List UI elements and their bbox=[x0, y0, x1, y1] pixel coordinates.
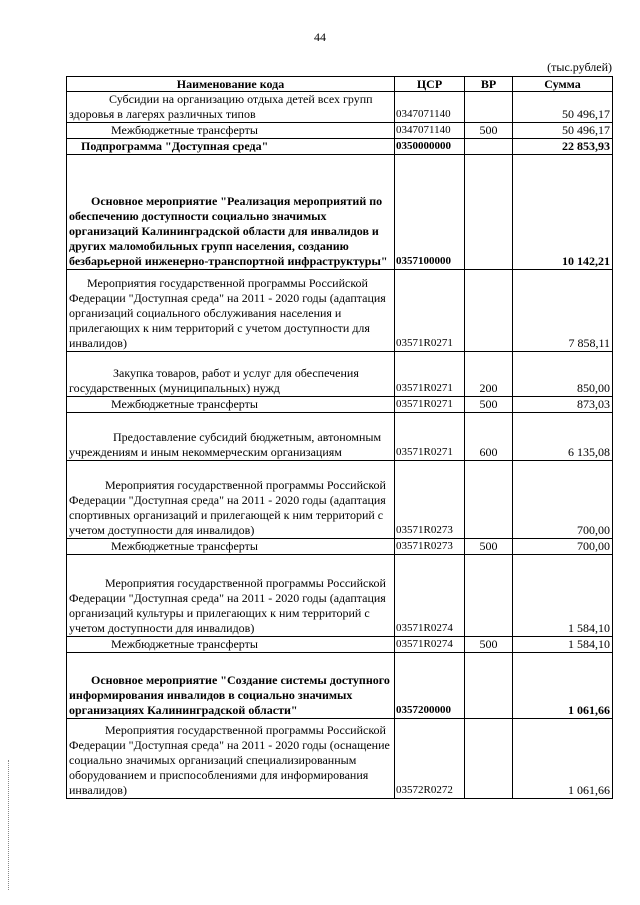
row-csr: 03571R0274 bbox=[395, 555, 465, 637]
row-name: Мероприятия государственной программы Российской Федерации "Доступная среда" на 2011 - 2020 годы (адаптация спортивных организаций и прилегающей к ним территорий с учетом доступности для инвалидов) bbox=[67, 461, 395, 539]
header-vr: ВР bbox=[465, 77, 513, 92]
row-csr: 03572R0272 bbox=[395, 719, 465, 799]
row-sum: 7 858,11 bbox=[513, 270, 613, 352]
header-name: Наименование кода bbox=[67, 77, 395, 92]
row-csr: 03571R0271 bbox=[395, 413, 465, 461]
row-name: Основное мероприятие "Создание системы доступного информирования инвалидов в социально значимых организациях Калининградской области" bbox=[67, 653, 395, 719]
row-sum: 10 142,21 bbox=[513, 155, 613, 270]
row-sum: 1 584,10 bbox=[513, 637, 613, 653]
row-vr bbox=[465, 270, 513, 352]
row-name: Мероприятия государственной программы Российской Федерации "Доступная среда" на 2011 - 2020 годы (адаптация организаций социального обслуживания населения и прилегающих к ним территорий с учетом доступности для инвалидов) bbox=[67, 270, 395, 352]
header-csr: ЦСР bbox=[395, 77, 465, 92]
row-vr: 200 bbox=[465, 352, 513, 397]
table-row bbox=[67, 413, 613, 461]
row-csr: 03571R0273 bbox=[395, 539, 465, 555]
table-row bbox=[67, 352, 613, 397]
row-sum: 6 135,08 bbox=[513, 413, 613, 461]
row-name: Межбюджетные трансферты bbox=[67, 397, 395, 413]
row-name: Мероприятия государственной программы Российской Федерации "Доступная среда" на 2011 - 2020 годы (оснащение социально значимых организаций специализированным оборудованием и приспособлениями для информирования инвалидов) bbox=[67, 719, 395, 799]
header-sum: Сумма bbox=[513, 77, 613, 92]
row-csr: 0350000000 bbox=[395, 139, 465, 155]
row-vr: 500 bbox=[465, 539, 513, 555]
row-sum: 1 061,66 bbox=[513, 653, 613, 719]
table-row bbox=[67, 539, 613, 555]
unit-label: (тыс.рублей) bbox=[547, 60, 612, 74]
row-sum: 1 584,10 bbox=[513, 555, 613, 637]
row-name: Межбюджетные трансферты bbox=[67, 539, 395, 555]
table-header-row bbox=[67, 77, 613, 92]
row-csr: 0347071140 bbox=[395, 123, 465, 139]
table-row bbox=[67, 461, 613, 539]
row-sum: 22 853,93 bbox=[513, 139, 613, 155]
row-vr bbox=[465, 555, 513, 637]
table-row bbox=[67, 637, 613, 653]
row-vr: 600 bbox=[465, 413, 513, 461]
row-name: Закупка товаров, работ и услуг для обеспечения государственных (муниципальных) нужд bbox=[67, 352, 395, 397]
table-row bbox=[67, 555, 613, 637]
budget-table bbox=[66, 76, 613, 799]
row-vr bbox=[465, 653, 513, 719]
row-csr: 0347071140 bbox=[395, 92, 465, 123]
row-vr bbox=[465, 719, 513, 799]
row-vr: 500 bbox=[465, 397, 513, 413]
row-name: Межбюджетные трансферты bbox=[67, 123, 395, 139]
row-sum: 700,00 bbox=[513, 539, 613, 555]
table-row bbox=[67, 155, 613, 270]
row-name: Мероприятия государственной программы Российской Федерации "Доступная среда" на 2011 - 2020 годы (адаптация организаций культуры и прилегающих к ним территорий с учетом доступности для инвалидов) bbox=[67, 555, 395, 637]
table-row bbox=[67, 139, 613, 155]
row-vr: 500 bbox=[465, 637, 513, 653]
row-sum: 850,00 bbox=[513, 352, 613, 397]
row-csr: 0357200000 bbox=[395, 653, 465, 719]
row-csr: 03571R0271 bbox=[395, 270, 465, 352]
row-sum: 1 061,66 bbox=[513, 719, 613, 799]
table-row bbox=[67, 653, 613, 719]
row-vr bbox=[465, 461, 513, 539]
table-row bbox=[67, 719, 613, 799]
row-sum: 50 496,17 bbox=[513, 92, 613, 123]
row-sum: 50 496,17 bbox=[513, 123, 613, 139]
row-name: Подпрограмма "Доступная среда" bbox=[67, 139, 395, 155]
row-vr bbox=[465, 139, 513, 155]
table-row bbox=[67, 123, 613, 139]
table-row bbox=[67, 92, 613, 123]
table-row bbox=[67, 397, 613, 413]
row-csr: 03571R0271 bbox=[395, 352, 465, 397]
row-sum: 873,03 bbox=[513, 397, 613, 413]
row-vr bbox=[465, 92, 513, 123]
row-vr bbox=[465, 155, 513, 270]
table-row bbox=[67, 270, 613, 352]
scan-margin-mark bbox=[8, 760, 11, 890]
row-name: Предоставление субсидий бюджетным, автономным учреждениям и иным некоммерческим организациям bbox=[67, 413, 395, 461]
page-number: 44 bbox=[314, 30, 326, 44]
row-csr: 0357100000 bbox=[395, 155, 465, 270]
row-csr: 03571R0274 bbox=[395, 637, 465, 653]
row-csr: 03571R0273 bbox=[395, 461, 465, 539]
row-name: Субсидии на организацию отдыха детей всех групп здоровья в лагерях различных типов bbox=[67, 92, 395, 123]
row-vr: 500 bbox=[465, 123, 513, 139]
row-sum: 700,00 bbox=[513, 461, 613, 539]
row-name: Основное мероприятие "Реализация мероприятий по обеспечению доступности социально значимых организаций Калининградской области для инвалидов и других маломобильных групп населения, созданию безбарьерной инженерно-транспортной инфраструктуры" bbox=[67, 155, 395, 270]
row-csr: 03571R0271 bbox=[395, 397, 465, 413]
row-name: Межбюджетные трансферты bbox=[67, 637, 395, 653]
